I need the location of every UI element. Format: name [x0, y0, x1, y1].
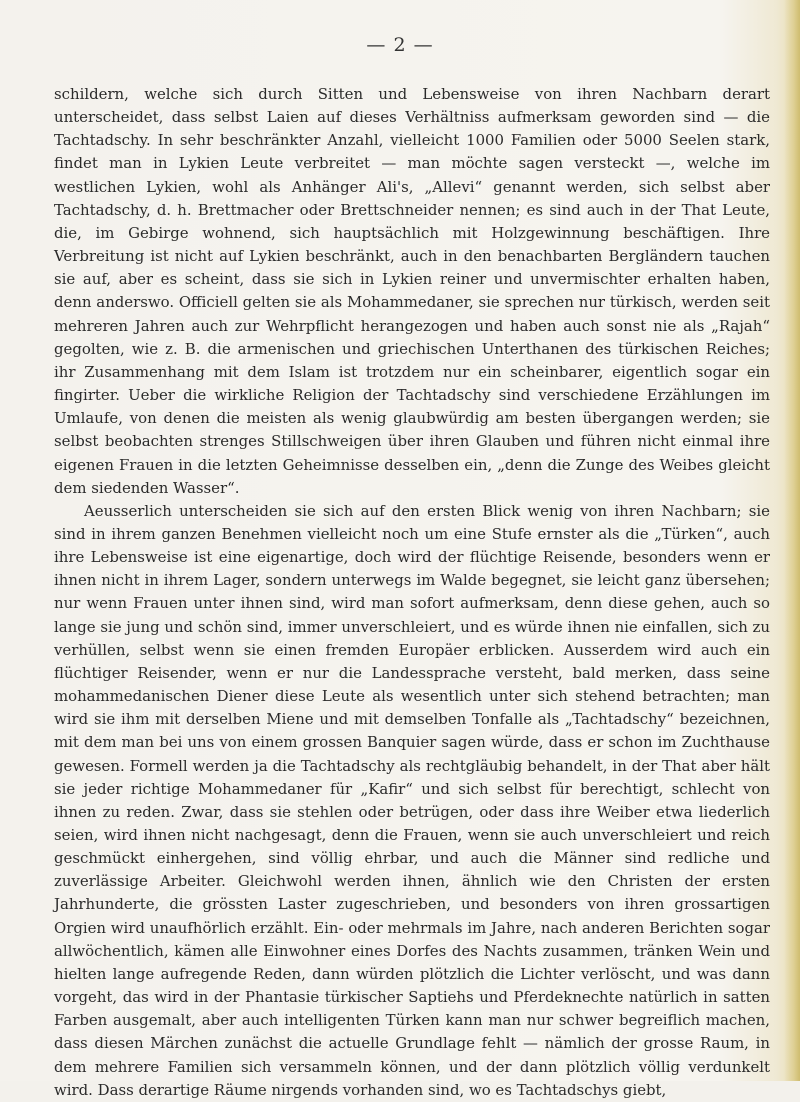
- page-number-header: — 2 —: [366, 34, 434, 56]
- page-edge-discoloration: [784, 0, 800, 1081]
- paragraph-2: Aeusserlich unterscheiden sie sich auf den ersten Blick wenig von ihren Nachbarn; sie sind in ihrem ganzen Benehmen vielleicht noch um eine Stufe ernster als die „Türken“, auch ihre Lebensweise ist eine eigenartige, doch wird der flüchtige Reisende, besonders wenn er ihnen nicht in ihrem Lager, sondern unterwegs im Walde begegnet, sie leicht ganz übersehen; nur wenn Frauen unter ihnen sind, wird man sofort aufmerksam, denn diese gehen, auch so lange sie jung und schön sind, immer unverschleiert, und es würde ihnen nie einfallen, sich zu verhüllen, selbst wenn sie einen fremden Europäer erblicken. Ausserdem wird auch ein flüchtiger Reisender, wenn er nur die Landessprache versteht, bald merken, dass seine mohammedanischen Diener diese Leute als wesentlich unter sich stehend betrachten; man wird sie ihm mit derselben Miene und mit demselben Tonfalle als „Tachtadschy“ bezeichnen, mit dem man bei uns von einem grossen Banquier sagen würde, dass er schon im Zuchthause gewesen. Formell werden ja die Tachtadschy als rechtgläubig behandelt, in der That aber hält sie jeder richtige Mohammedaner für „Kafir“ und sich selbst für berechtigt, schlecht von ihnen zu reden. Zwar, dass sie stehlen oder betrügen, oder dass ihre Weiber etwa liederlich seien, wird ihnen nicht nachgesagt, denn die Frauen, wenn sie auch unverschleiert und reich geschmückt einhergehen, sind völlig ehrbar, und auch die Männer sind redliche und zuverlässige Arbeiter. Gleichwohl werden ihnen, ähnlich wie den Christen der ersten Jahrhunderte, die grössten Laster zugeschrieben, und besonders von ihren grossartigen Orgien wird unaufhörlich erzählt. Ein- oder mehrmals im Jahre, nach anderen Berichten sogar allwöchentlich, kämen alle Einwohner eines Dorfes des Nachts zusammen, tränken Wein und hielten lange aufregende Reden, dann würden plötzlich die Lichter verlöscht, und was dann vorgeht, das wird in der Phantasie türkischer Saptiehs und Pferdeknechte natürlich in satten Farben ausgemalt, aber auch intelligenten Türken kann man nur schwer begreiflich machen, dass diesen Märchen zunächst die actuelle Grundlage fehlt — nämlich der grosse Raum, in dem mehrere Familien sich versammeln können, und der dann plötzlich völlig verdunkelt wird. Dass derartige Räume nirgends vorhanden sind, wo es Tachtadschys giebt,: [54, 501, 770, 1099]
- body-text: [54, 83, 770, 1102]
- paragraph-1: schildern, welche sich durch Sitten und Lebensweise von ihren Nachbarn derart unterscheidet, dass selbst Laien auf dieses Verhältniss aufmerksam geworden sind — die Tachtadschy. In sehr beschränkter Anzahl, vielleicht 1000 Familien oder 5000 Seelen stark, findet man in Lykien Leute verbreitet — man möchte sagen versteckt —, welche im westlichen Lykien, wohl als Anhänger Ali's, „Allevi“ genannt werden, sich selbst aber Tachtadschy, d. h. Brettmacher oder Brettschneider nennen; es sind auch in der That Leute, die, im Gebirge wohnend, sich hauptsächlich mit Holzgewinnung beschäftigen. Ihre Verbreitung ist nicht auf Lykien beschränkt, auch in den benachbarten Bergländern tauchen sie auf, aber es scheint, dass sie sich in Lykien reiner und unvermischter erhalten haben, denn anderswo. Officiell gelten sie als Mohammedaner, sie sprechen nur türkisch, werden seit mehreren Jahren auch zur Wehrpflicht herangezogen und haben auch sonst nie als „Rajah“ gegolten, wie z. B. die armenischen und griechischen Unterthanen des türkischen Reiches; ihr Zusammenhang mit dem Islam ist trotzdem nur ein scheinbarer, eigentlich sogar ein fingirter. Ueber die wirkliche Religion der Tachtadschy sind verschiedene Erzählungen im Umlaufe, von denen die meisten als wenig glaubwürdig am besten übergangen werden; sie selbst beobachten strenges Stillschweigen über ihren Glauben und führen nicht einmal ihre eigenen Frauen in die letzten Geheimnisse desselben ein, „denn die Zunge des Weibes gleicht dem siedenden Wasser“.: [54, 85, 770, 497]
